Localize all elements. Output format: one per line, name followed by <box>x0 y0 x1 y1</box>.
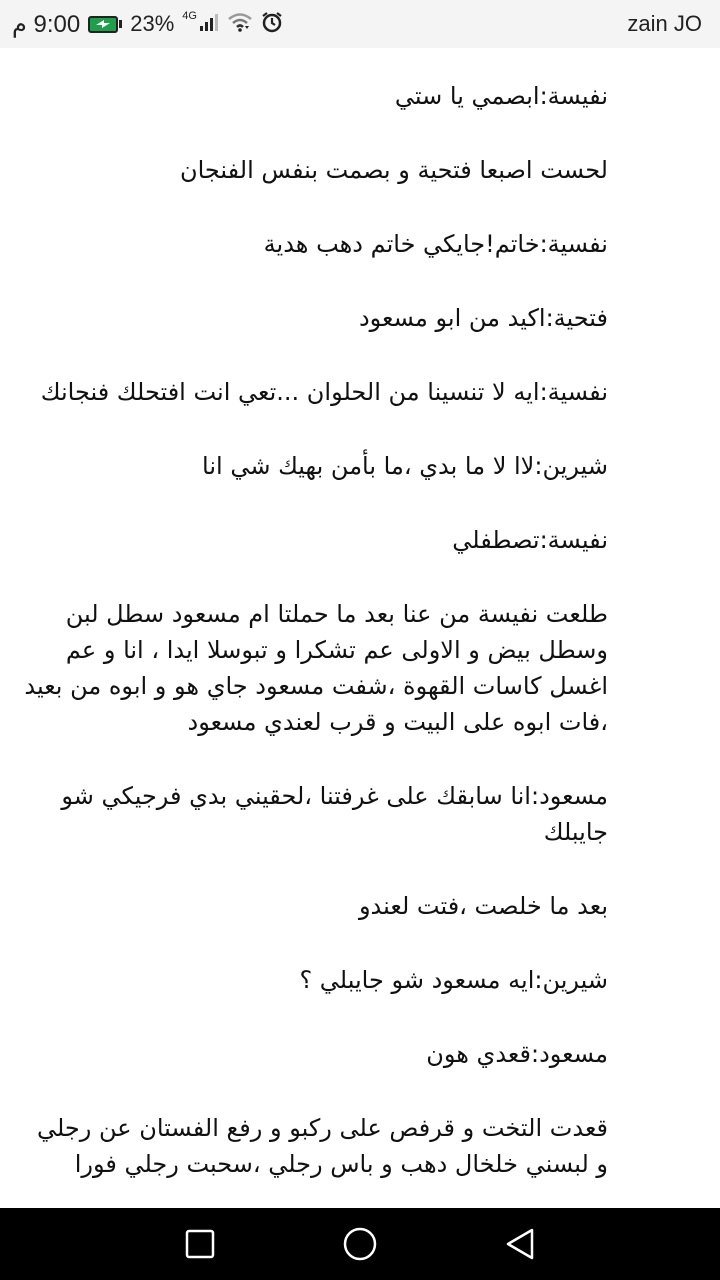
status-time: 9:00 م <box>12 10 81 38</box>
story-content[interactable] <box>0 48 720 1208</box>
recents-button[interactable] <box>160 1208 240 1280</box>
signal-icon <box>199 12 219 37</box>
battery-percent: 23% <box>130 11 175 36</box>
story-paragraph: قعدت التخت و قرفص على ركبو و رفع الفستان عن رجلي و لبسني خلخال دهب و باس رجلي ،سحبت رجلي فورا <box>36 1114 608 1178</box>
alarm-icon <box>261 11 283 38</box>
story-paragraph: نفيسة:تصطفلي <box>452 526 608 554</box>
back-icon <box>504 1227 536 1261</box>
story-paragraph: طلعت نفيسة من عنا بعد ما حملتا ام مسعود سطل لبن وسطل بيض و الاولى عم تشكرا و تبوسلا ايدا ، انا و عم اغسل كاسات القهوة ،شفت مسعود جاي هو و ابوه من بعيد ،فات ابوه على البيت و قرب لعندي مسعود <box>24 600 608 736</box>
story-paragraph: لحست اصبعا فتحية و بصمت بنفس الفنجان <box>179 156 608 184</box>
status-bar <box>0 0 720 48</box>
home-button[interactable] <box>320 1208 400 1280</box>
back-button[interactable] <box>480 1208 560 1280</box>
network-type: 4G <box>182 10 197 22</box>
story-paragraph: مسعود:قعدي هون <box>426 1040 608 1068</box>
navigation-bar <box>0 1208 720 1280</box>
story-paragraph: شيرين:ايه مسعود شو جايبلي ؟ <box>299 966 608 994</box>
story-paragraph: نفسية:ايه لا تنسينا من الحلوان ...تعي انت افتحلك فنجانك <box>40 378 608 406</box>
home-icon <box>342 1226 378 1262</box>
story-paragraph: فتحية:اكيد من ابو مسعود <box>358 304 608 332</box>
battery-charging-icon <box>88 16 122 33</box>
story-paragraph: شيرين:لاا لا ما بدي ،ما بأمن بهيك شي انا <box>202 452 608 480</box>
story-paragraph: بعد ما خلصت ،فتت لعندو <box>358 892 608 920</box>
recents-icon <box>185 1229 215 1259</box>
story-paragraph: نفيسة:ابصمي يا ستي <box>394 82 608 110</box>
story-paragraph: مسعود:انا سابقك على غرفتنا ،لحقيني بدي فرجيكي شو جايبلك <box>61 782 608 846</box>
carrier-name: zain JO <box>627 11 702 36</box>
wifi-icon <box>227 12 253 37</box>
story-paragraph: نفسية:خاتم!جايكي خاتم دهب هدية <box>263 230 608 258</box>
status-icons-group <box>12 0 283 48</box>
